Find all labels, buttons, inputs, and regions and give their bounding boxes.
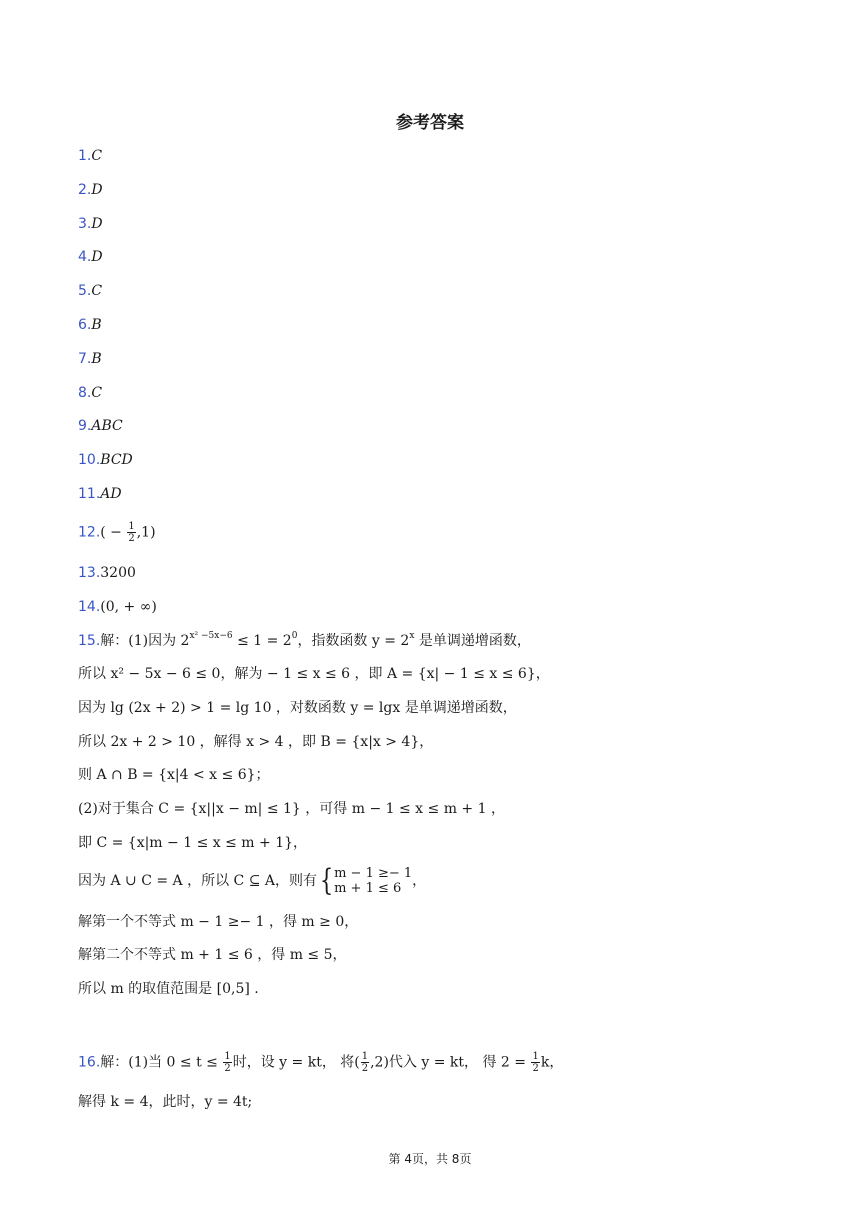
page-footer: 第 4页，共 8页 bbox=[388, 1152, 472, 1166]
answer-value: C bbox=[91, 283, 103, 300]
question-number: 4. bbox=[78, 249, 92, 266]
question-number: 14. bbox=[78, 599, 101, 615]
question-number: 16. bbox=[78, 1054, 101, 1071]
answer-value: ABC bbox=[91, 418, 123, 435]
answer-value: D bbox=[91, 215, 103, 232]
answer-6 bbox=[78, 314, 102, 336]
question-number: 13. bbox=[78, 565, 101, 581]
question-number: 8. bbox=[78, 384, 92, 401]
inequality-system: m − 1 ≥− 1 m + 1 ≤ 6 bbox=[334, 866, 413, 896]
q16-line-2: 解得 k = 4，此时，y = 4t; bbox=[78, 1094, 253, 1110]
question-number: 15. bbox=[78, 633, 101, 649]
answer-7 bbox=[78, 348, 102, 370]
fraction: $\frac{1}{2}$ bbox=[224, 1051, 231, 1074]
answer-1 bbox=[78, 145, 102, 167]
answer-13: 13.3200 bbox=[78, 565, 136, 581]
question-number: 9. bbox=[78, 418, 92, 435]
question-number: 11. bbox=[78, 486, 101, 502]
q15-line-4: 所以 2x + 2 > 10 ，解得 x > 4 ，即 B = {x|x > 4}， bbox=[78, 734, 434, 750]
page-title: 参考答案 bbox=[396, 113, 464, 133]
q15-line-2: 所以 x² − 5x − 6 ≤ 0，解为 − 1 ≤ x ≤ 6 ，即 A = {x| − 1 ≤ x ≤ 6}， bbox=[78, 666, 550, 682]
answer-9 bbox=[78, 415, 123, 437]
q15-line-3: 因为 lg (2x + 2) > 1 = lg 10 ，对数函数 y = lgx 是单调递增函数， bbox=[78, 700, 517, 716]
q15-line-1: 15.解：(1)因为 $2^{x^2 -5x-6} \le 1 = 2^0$，指数函数 $y = 2^x$ 是单调递增函数， bbox=[78, 631, 531, 649]
question-number: 2. bbox=[78, 181, 92, 198]
question-number: 6. bbox=[78, 317, 92, 333]
question-number: 10. bbox=[78, 452, 101, 469]
q15-line-10: 解第二个不等式 m + 1 ≤ 6 ，得 m ≤ 5， bbox=[78, 947, 347, 963]
fraction: $\frac{1}{2}$ bbox=[128, 521, 135, 544]
q16-line-1: 16.解：(1)当 0 ≤ t ≤ $\frac{1}{2}$ 时，设 y = kt， 将( $\frac{1}{2}$ ,2)代入 y = kt， 得 2 = $\frac{1}{2}$ k， bbox=[78, 1051, 564, 1074]
answer-value: B bbox=[91, 317, 102, 333]
answer-5 bbox=[78, 280, 102, 302]
question-number: 1. bbox=[78, 148, 92, 164]
answer-value: B bbox=[91, 350, 102, 367]
answer-value: AD bbox=[100, 486, 122, 502]
answer-8 bbox=[78, 382, 102, 404]
answer-value: D bbox=[91, 249, 103, 266]
answer-value: C bbox=[91, 148, 103, 164]
fraction: $\frac{1}{2}$ bbox=[532, 1051, 539, 1074]
answer-value: BCD bbox=[100, 452, 133, 469]
answer-12: 12.( − $\frac{1}{2}$ ,1) bbox=[78, 521, 156, 544]
q15-line-7: 即 C = {x|m − 1 ≤ x ≤ m + 1}， bbox=[78, 835, 308, 851]
answer-4 bbox=[78, 246, 103, 268]
question-number: 7. bbox=[78, 350, 92, 367]
answer-14: 14.(0, + ∞) bbox=[78, 599, 157, 615]
brace: { bbox=[319, 863, 334, 898]
q15-line-8: 因为 A ∪ C = A ，所以 C ⊆ A，则有{ m − 1 ≥− 1 m + 1 ≤ 6 ， bbox=[78, 863, 427, 898]
answer-2 bbox=[78, 179, 103, 201]
answer-11 bbox=[78, 483, 122, 505]
question-number: 3. bbox=[78, 215, 92, 232]
q15-line-6: (2)对于集合 C = {x||x − m| ≤ 1} ，可得 m − 1 ≤ x ≤ m + 1 ， bbox=[78, 801, 505, 817]
answer-3 bbox=[78, 213, 103, 235]
answer-10 bbox=[78, 449, 133, 471]
question-number: 5. bbox=[78, 283, 92, 300]
fraction: $\frac{1}{2}$ bbox=[361, 1051, 369, 1074]
answer-value: D bbox=[91, 181, 103, 198]
q15-line-5: 则 A ∩ B = {x|4 < x ≤ 6}； bbox=[78, 767, 270, 783]
question-number: 12. bbox=[78, 524, 101, 541]
answer-value: C bbox=[91, 384, 103, 401]
q15-line-11: 所以 m 的取值范围是 [0,5] . bbox=[78, 981, 259, 997]
q15-line-9: 解第一个不等式 m − 1 ≥− 1 ，得 m ≥ 0， bbox=[78, 914, 359, 930]
